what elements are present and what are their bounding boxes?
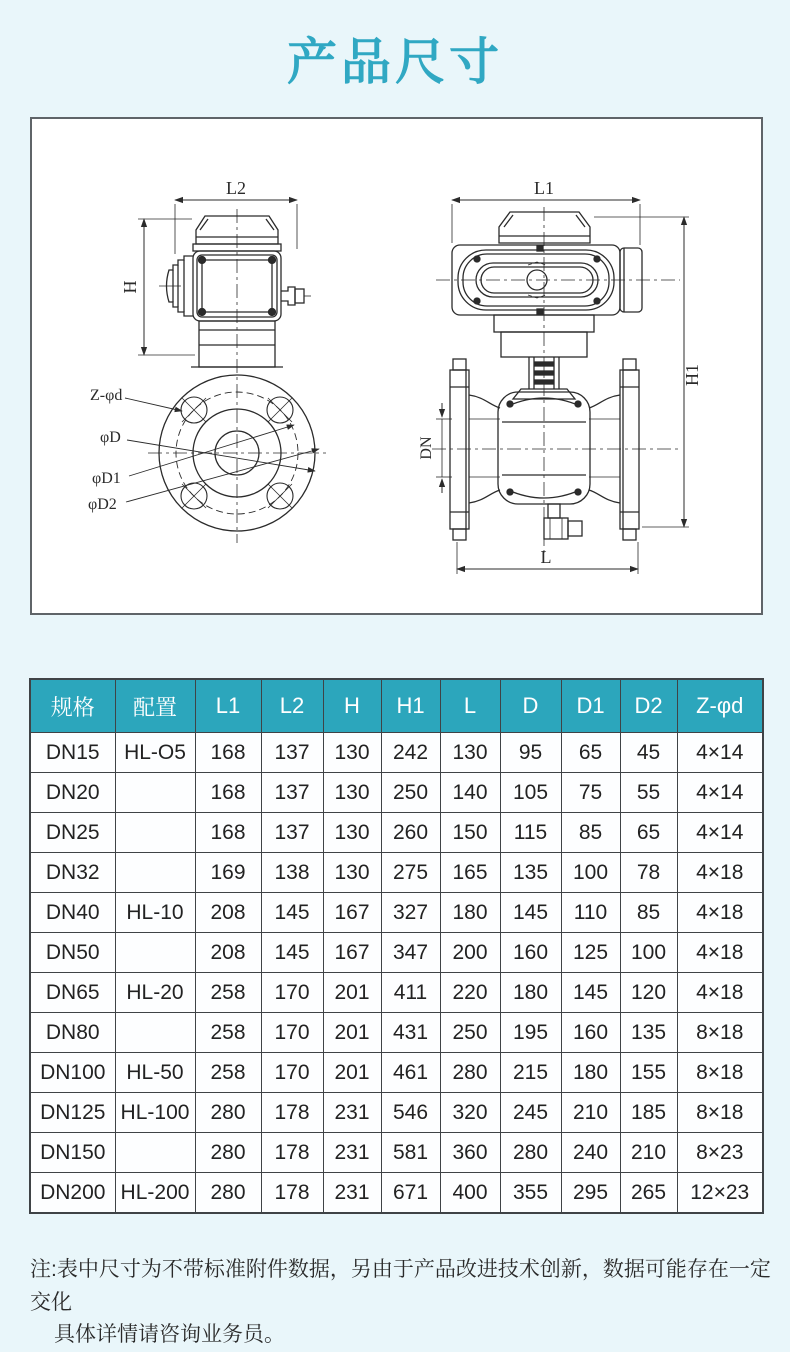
value-cell: 115 <box>500 813 561 853</box>
col-header-d2: D2 <box>620 679 677 733</box>
spec-cell: DN32 <box>30 853 115 893</box>
value-cell: 85 <box>620 893 677 933</box>
value-cell: 135 <box>620 1013 677 1053</box>
value-cell: 160 <box>561 1013 620 1053</box>
footnote <box>30 1254 775 1352</box>
spec-cell: DN65 <box>30 973 115 1013</box>
value-cell: 165 <box>440 853 500 893</box>
config-cell: HL-O5 <box>115 733 195 773</box>
value-cell: 100 <box>620 933 677 973</box>
value-cell: 180 <box>500 973 561 1013</box>
col-header-h1: H1 <box>381 679 440 733</box>
value-cell: 4×14 <box>677 733 763 773</box>
dim-label-l1: L1 <box>534 178 554 198</box>
dim-label-phi-d: φD <box>100 429 121 446</box>
col-header-d1: D1 <box>561 679 620 733</box>
col-header-l1: L1 <box>195 679 261 733</box>
value-cell: 137 <box>261 773 323 813</box>
table-row <box>30 1013 763 1053</box>
value-cell: 150 <box>440 813 500 853</box>
value-cell: 220 <box>440 973 500 1013</box>
value-cell: 546 <box>381 1093 440 1133</box>
config-cell <box>115 773 195 813</box>
value-cell: 258 <box>195 1053 261 1093</box>
value-cell: 130 <box>323 813 381 853</box>
footnote-line1: 注:表中尺寸为不带标准附件数据，另由于产品改进技术创新，数据可能存在一定交化 <box>30 1258 771 1314</box>
value-cell: 231 <box>323 1093 381 1133</box>
value-cell: 130 <box>323 773 381 813</box>
value-cell: 265 <box>620 1173 677 1214</box>
value-cell: 169 <box>195 853 261 893</box>
table-row <box>30 1053 763 1093</box>
value-cell: 138 <box>261 853 323 893</box>
value-cell: 55 <box>620 773 677 813</box>
spec-cell: DN15 <box>30 733 115 773</box>
table-row <box>30 813 763 853</box>
value-cell: 145 <box>561 973 620 1013</box>
value-cell: 347 <box>381 933 440 973</box>
table-row <box>30 1093 763 1133</box>
front-view-drawing <box>432 200 689 574</box>
table-row <box>30 1133 763 1173</box>
config-cell <box>115 813 195 853</box>
value-cell: 200 <box>440 933 500 973</box>
dimensions-table <box>29 678 764 1214</box>
table-row <box>30 893 763 933</box>
value-cell: 208 <box>195 893 261 933</box>
valve-dimension-diagram <box>32 119 761 613</box>
value-cell: 280 <box>195 1093 261 1133</box>
value-cell: 137 <box>261 813 323 853</box>
value-cell: 140 <box>440 773 500 813</box>
value-cell: 210 <box>620 1133 677 1173</box>
value-cell: 168 <box>195 813 261 853</box>
value-cell: 178 <box>261 1093 323 1133</box>
value-cell: 135 <box>500 853 561 893</box>
value-cell: 130 <box>323 853 381 893</box>
value-cell: 360 <box>440 1133 500 1173</box>
value-cell: 671 <box>381 1173 440 1214</box>
value-cell: 327 <box>381 893 440 933</box>
spec-cell: DN200 <box>30 1173 115 1214</box>
col-header-l: L <box>440 679 500 733</box>
spec-cell: DN50 <box>30 933 115 973</box>
value-cell: 130 <box>440 733 500 773</box>
value-cell: 160 <box>500 933 561 973</box>
value-cell: 180 <box>440 893 500 933</box>
spec-cell: DN25 <box>30 813 115 853</box>
table-row <box>30 853 763 893</box>
config-cell: HL-200 <box>115 1173 195 1214</box>
value-cell: 85 <box>561 813 620 853</box>
dim-label-phi-d1: φD1 <box>92 470 121 487</box>
value-cell: 320 <box>440 1093 500 1133</box>
col-header-h: H <box>323 679 381 733</box>
value-cell: 280 <box>195 1173 261 1214</box>
value-cell: 105 <box>500 773 561 813</box>
value-cell: 4×14 <box>677 773 763 813</box>
config-cell <box>115 1013 195 1053</box>
dim-label-phi-d2: φD2 <box>88 496 117 513</box>
spec-cell: DN125 <box>30 1093 115 1133</box>
spec-cell: DN150 <box>30 1133 115 1173</box>
value-cell: 4×18 <box>677 973 763 1013</box>
value-cell: 4×14 <box>677 813 763 853</box>
value-cell: 137 <box>261 733 323 773</box>
value-cell: 280 <box>195 1133 261 1173</box>
value-cell: 250 <box>381 773 440 813</box>
value-cell: 208 <box>195 933 261 973</box>
side-view-drawing <box>125 200 326 543</box>
col-header-z-phi-d: Z-φd <box>677 679 763 733</box>
config-cell <box>115 933 195 973</box>
table-row <box>30 773 763 813</box>
value-cell: 210 <box>561 1093 620 1133</box>
value-cell: 295 <box>561 1173 620 1214</box>
table-row <box>30 973 763 1013</box>
value-cell: 8×18 <box>677 1053 763 1093</box>
value-cell: 400 <box>440 1173 500 1214</box>
value-cell: 100 <box>561 853 620 893</box>
value-cell: 145 <box>500 893 561 933</box>
value-cell: 8×18 <box>677 1013 763 1053</box>
value-cell: 125 <box>561 933 620 973</box>
value-cell: 180 <box>561 1053 620 1093</box>
value-cell: 155 <box>620 1053 677 1093</box>
value-cell: 45 <box>620 733 677 773</box>
config-cell <box>115 853 195 893</box>
footnote-line2: 具体详情请咨询业务员。 <box>54 1323 285 1347</box>
value-cell: 411 <box>381 973 440 1013</box>
table-body <box>30 733 763 1214</box>
value-cell: 355 <box>500 1173 561 1214</box>
value-cell: 178 <box>261 1133 323 1173</box>
dim-label-l2: L2 <box>226 178 246 198</box>
value-cell: 242 <box>381 733 440 773</box>
value-cell: 75 <box>561 773 620 813</box>
value-cell: 201 <box>323 1013 381 1053</box>
value-cell: 130 <box>323 733 381 773</box>
value-cell: 260 <box>381 813 440 853</box>
col-header-spec: 规格 <box>30 679 115 733</box>
value-cell: 201 <box>323 973 381 1013</box>
config-cell <box>115 1133 195 1173</box>
value-cell: 258 <box>195 1013 261 1053</box>
value-cell: 110 <box>561 893 620 933</box>
dim-label-z-phi-d: Z-φd <box>90 387 123 404</box>
value-cell: 170 <box>261 1013 323 1053</box>
value-cell: 185 <box>620 1093 677 1133</box>
spec-cell: DN20 <box>30 773 115 813</box>
value-cell: 275 <box>381 853 440 893</box>
value-cell: 250 <box>440 1013 500 1053</box>
value-cell: 65 <box>620 813 677 853</box>
value-cell: 581 <box>381 1133 440 1173</box>
value-cell: 167 <box>323 893 381 933</box>
dim-label-h1: H1 <box>682 364 702 386</box>
col-header-d: D <box>500 679 561 733</box>
value-cell: 167 <box>323 933 381 973</box>
config-cell: HL-100 <box>115 1093 195 1133</box>
value-cell: 8×23 <box>677 1133 763 1173</box>
col-header-l2: L2 <box>261 679 323 733</box>
value-cell: 195 <box>500 1013 561 1053</box>
table-row <box>30 733 763 773</box>
spec-cell: DN40 <box>30 893 115 933</box>
spec-cell: DN100 <box>30 1053 115 1093</box>
value-cell: 240 <box>561 1133 620 1173</box>
spec-cell: DN80 <box>30 1013 115 1053</box>
value-cell: 145 <box>261 933 323 973</box>
value-cell: 280 <box>440 1053 500 1093</box>
value-cell: 8×18 <box>677 1093 763 1133</box>
config-cell: HL-10 <box>115 893 195 933</box>
value-cell: 145 <box>261 893 323 933</box>
table-row <box>30 933 763 973</box>
value-cell: 231 <box>323 1173 381 1214</box>
value-cell: 95 <box>500 733 561 773</box>
value-cell: 78 <box>620 853 677 893</box>
value-cell: 231 <box>323 1133 381 1173</box>
config-cell: HL-50 <box>115 1053 195 1093</box>
value-cell: 4×18 <box>677 853 763 893</box>
value-cell: 461 <box>381 1053 440 1093</box>
value-cell: 258 <box>195 973 261 1013</box>
value-cell: 4×18 <box>677 933 763 973</box>
value-cell: 170 <box>261 973 323 1013</box>
table-row <box>30 1173 763 1214</box>
page-title: 产品尺寸 <box>287 34 503 90</box>
value-cell: 4×18 <box>677 893 763 933</box>
value-cell: 201 <box>323 1053 381 1093</box>
value-cell: 280 <box>500 1133 561 1173</box>
dim-label-l: L <box>540 547 552 567</box>
value-cell: 215 <box>500 1053 561 1093</box>
value-cell: 170 <box>261 1053 323 1093</box>
table-header-row <box>30 679 763 733</box>
dim-label-h: H <box>120 280 140 294</box>
value-cell: 431 <box>381 1013 440 1053</box>
col-header-config: 配置 <box>115 679 195 733</box>
value-cell: 65 <box>561 733 620 773</box>
value-cell: 12×23 <box>677 1173 763 1214</box>
value-cell: 168 <box>195 733 261 773</box>
value-cell: 120 <box>620 973 677 1013</box>
dim-label-dn: DN <box>418 436 435 460</box>
technical-drawing-panel <box>30 117 763 615</box>
value-cell: 178 <box>261 1173 323 1214</box>
value-cell: 168 <box>195 773 261 813</box>
config-cell: HL-20 <box>115 973 195 1013</box>
value-cell: 245 <box>500 1093 561 1133</box>
